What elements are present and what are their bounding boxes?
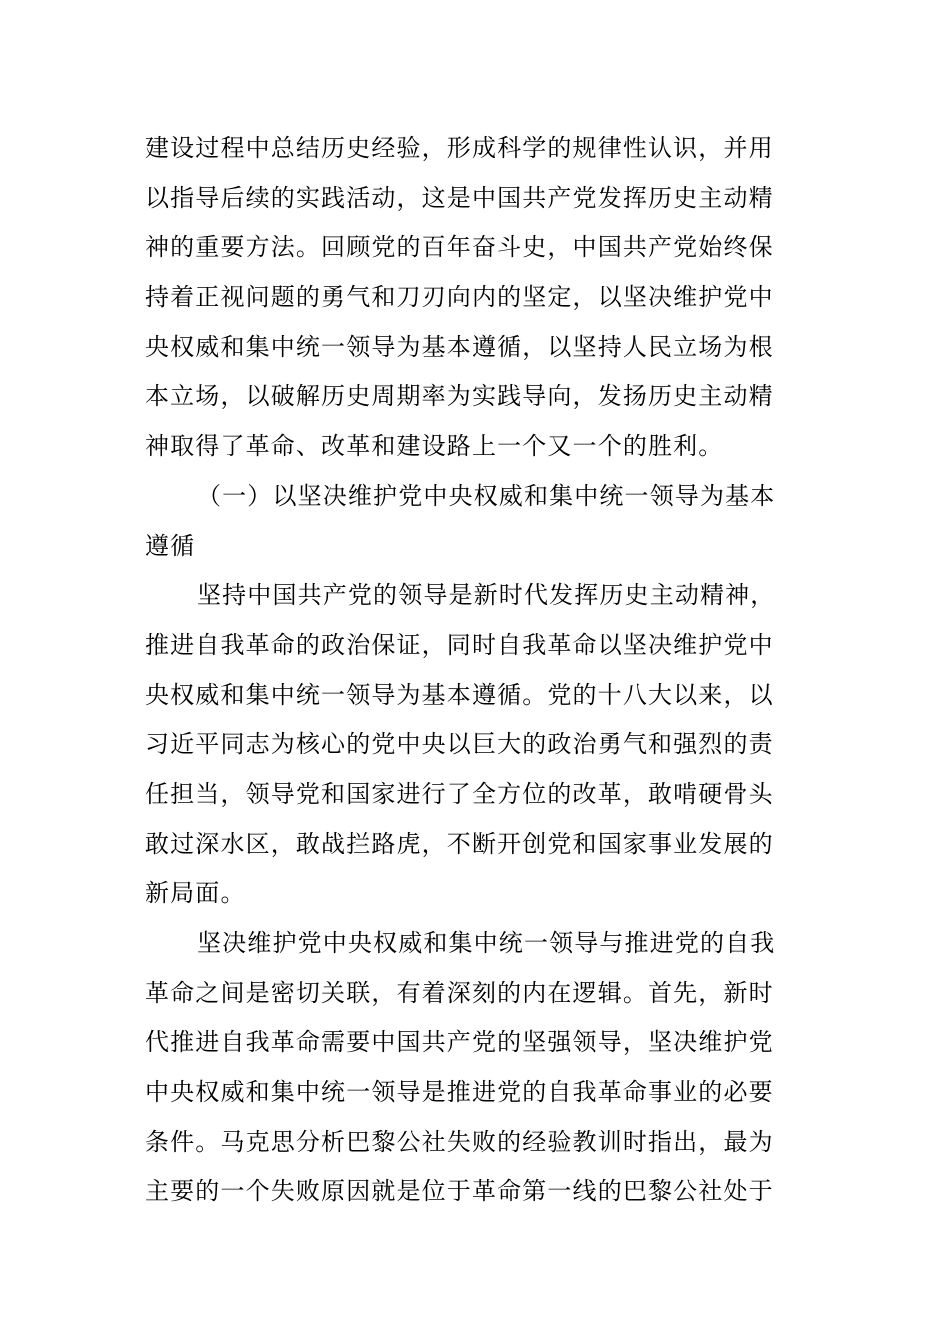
- text-line: 央权威和集中统一领导为基本遵循，以坚持人民立场为根: [145, 332, 774, 361]
- text-line: 持着正视问题的勇气和刀刃向内的坚定，以坚决维护党中: [145, 283, 774, 312]
- paragraph-relation: [145, 919, 807, 1217]
- text-line: 主要的一个失败原因就是位于革命第一线的巴黎公社处于: [145, 1177, 774, 1206]
- paragraph-intro: [145, 124, 807, 472]
- text-line: 坚持中国共产党的领导是新时代发挥历史主动精神，: [197, 581, 776, 610]
- text-line: 革命之间是密切关联，有着深刻的内在逻辑。首先，新时: [145, 978, 774, 1007]
- text-line: 代推进自我革命需要中国共产党的坚强领导，坚决维护党: [145, 1028, 774, 1057]
- text-line: 习近平同志为核心的党中央以巨大的政治勇气和强烈的责: [145, 730, 774, 759]
- text-line: 新局面。: [145, 879, 246, 908]
- section-heading-1: [145, 472, 807, 571]
- text-line: 任担当，领导党和国家进行了全方位的改革，敢啃硬骨头: [145, 779, 774, 808]
- text-line: 本立场，以破解历史周期率为实践导向，发扬历史主动精: [145, 382, 774, 411]
- text-line: 以指导后续的实践活动，这是中国共产党发挥历史主动精: [145, 183, 774, 212]
- text-line: 坚决维护党中央权威和集中统一领导与推进党的自我: [197, 929, 776, 957]
- text-line: 央权威和集中统一领导为基本遵循。党的十八大以来，以: [145, 680, 774, 709]
- text-line: 神的重要方法。回顾党的百年奋斗史，中国共产党始终保: [145, 233, 774, 262]
- text-line: 建设过程中总结历史经验，形成科学的规律性认识，并用: [145, 134, 774, 162]
- text-line: 敢过深水区，敢战拦路虎，不断开创党和国家事业发展的: [145, 829, 774, 858]
- text-line: 推进自我革命的政治保证，同时自我革命以坚决维护党中: [145, 630, 774, 659]
- paragraph-leadership: [145, 571, 807, 919]
- document-page: [145, 124, 807, 1217]
- text-line: 条件。马克思分析巴黎公社失败的经验教训时指出，最为: [145, 1127, 774, 1156]
- heading-line: （一）以坚决维护党中央权威和集中统一领导为基本: [197, 481, 776, 510]
- text-line: 中央权威和集中统一领导是推进党的自我革命事业的必要: [145, 1078, 774, 1107]
- text-line: 神取得了革命、改革和建设路上一个又一个的胜利。: [145, 432, 724, 461]
- heading-line: 遵循: [145, 531, 196, 560]
